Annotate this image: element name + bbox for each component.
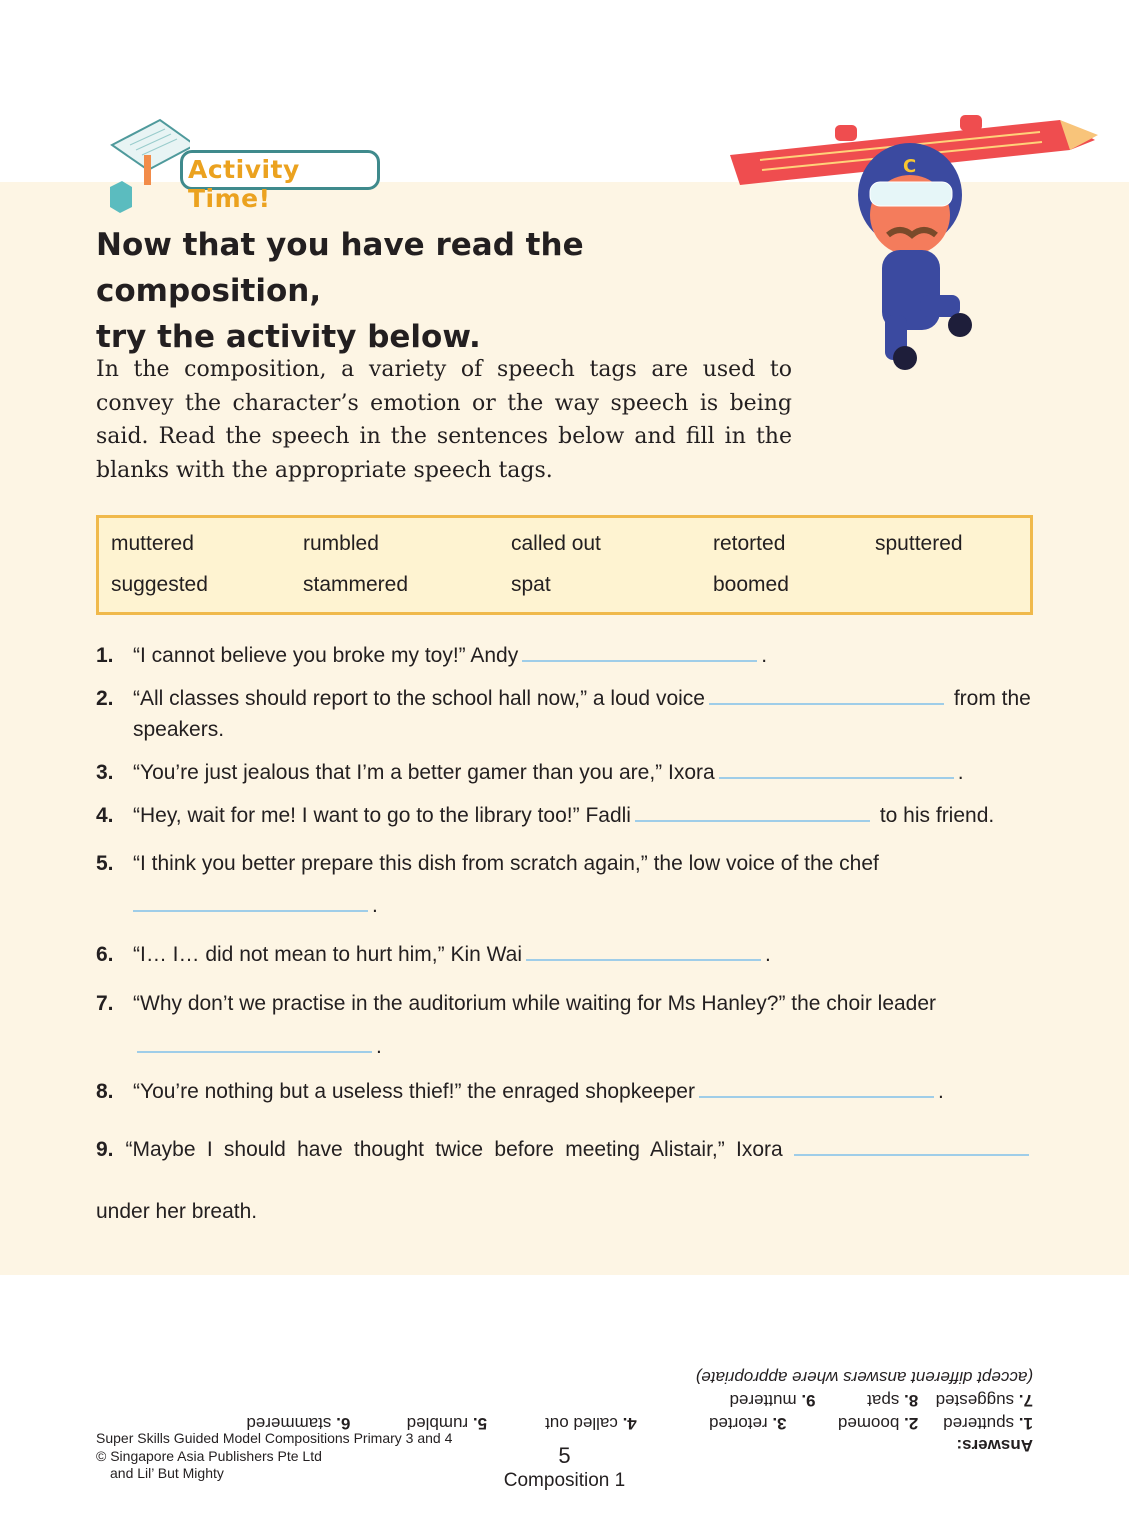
- word-bank-item: suggested: [111, 573, 208, 596]
- question-item: [96, 800, 1033, 831]
- question-text: “I… I… did not mean to hurt him,” Kin Wai: [133, 943, 523, 966]
- word-bank-item: boomed: [713, 573, 789, 596]
- answer-number: 8.: [904, 1391, 919, 1410]
- question-number: 9.: [96, 1138, 114, 1161]
- section-name: Composition 1: [503, 1470, 626, 1491]
- answer-number: 2.: [904, 1414, 919, 1433]
- heading-line-1: Now that you have read the composition,: [96, 227, 584, 309]
- question-suffix: .: [376, 1035, 382, 1058]
- heading-line-2: try the activity below.: [96, 319, 481, 355]
- answer-blank[interactable]: [709, 685, 944, 705]
- question-suffix: under her breath.: [96, 1200, 258, 1223]
- question-text: “You’re just jealous that I’m a better gamer than you are,” Ixora: [133, 761, 715, 784]
- question-text: “Hey, wait for me! I want to go to the library too!” Fadli: [133, 804, 631, 827]
- question-text: “All classes should report to the school hall now,” a loud voice: [133, 687, 705, 710]
- answer-blank[interactable]: [794, 1136, 1029, 1156]
- answer-blank[interactable]: [522, 642, 757, 662]
- answer-text: sputtered: [943, 1414, 1015, 1433]
- question-suffix: .: [372, 894, 378, 917]
- question-number: 4.: [96, 804, 114, 827]
- answer-blank[interactable]: [635, 802, 870, 822]
- copyright-line-2: and Lil’ But Mighty: [110, 1465, 224, 1481]
- answer-text: spat: [867, 1391, 900, 1410]
- answer-number: 1.: [1018, 1414, 1033, 1433]
- question-item: [96, 843, 1033, 927]
- answer-text: called out: [545, 1414, 618, 1433]
- question-item: [96, 1076, 1033, 1107]
- svg-text:C: C: [903, 156, 917, 177]
- answers-heading: Answers:: [956, 1436, 1033, 1455]
- question-suffix: .: [957, 761, 964, 784]
- answer-number: 7.: [1018, 1391, 1033, 1410]
- activity-heading: [96, 222, 816, 360]
- answer-number: 4.: [622, 1414, 637, 1433]
- answer-text: suggested: [935, 1391, 1015, 1410]
- question-item: [96, 982, 1033, 1068]
- word-bank-item: stammered: [303, 573, 409, 596]
- instructions-paragraph: In the composition, a variety of speech tags are used to convey the character’s emotion or the way speech is being said. Read the speech in the sentences below and fill in the blanks with the appropriate speech tags.: [96, 357, 792, 483]
- badge-label: Activity Time!: [188, 155, 300, 213]
- page-number: 5: [558, 1443, 571, 1468]
- word-bank-item: spat: [511, 573, 551, 596]
- question-list: [96, 640, 1033, 1243]
- answer-number: 5.: [472, 1414, 488, 1433]
- answer-blank[interactable]: [719, 759, 954, 779]
- question-suffix: to his friend.: [879, 804, 995, 827]
- answer-text: muttered: [729, 1391, 797, 1410]
- question-number: 6.: [96, 943, 114, 966]
- book-title: Super Skills Guided Model Compositions Primary 3 and 4: [96, 1430, 453, 1446]
- answer-text: stammered: [246, 1414, 332, 1433]
- answer-text: rumbled: [406, 1414, 469, 1433]
- question-suffix: .: [761, 644, 768, 667]
- question-suffix: from the speakers.: [133, 687, 1031, 741]
- copyright: © Singapore Asia Publishers Pte Ltd: [96, 1447, 322, 1464]
- answer-blank[interactable]: [526, 941, 761, 961]
- question-number: 2.: [96, 687, 114, 710]
- question-number: 5.: [96, 852, 114, 875]
- word-bank-item: retorted: [713, 532, 786, 555]
- activity-time-badge: [100, 115, 390, 215]
- question-text: “Why don’t we practise in the auditorium while waiting for Ms Hanley?” the choir leader: [133, 992, 937, 1015]
- word-bank-item: rumbled: [303, 532, 379, 555]
- question-text: “I think you better prepare this dish from scratch again,” the low voice of the chef: [133, 852, 879, 875]
- question-item: [96, 757, 1033, 788]
- answer-number: 3.: [772, 1414, 787, 1433]
- answer-blank[interactable]: [133, 892, 368, 912]
- answer-text: boomed: [837, 1414, 900, 1433]
- answers-note: (accept different answers where appropriate): [695, 1368, 1033, 1387]
- question-item: [96, 1119, 1033, 1243]
- question-number: 3.: [96, 761, 114, 784]
- word-bank-item: muttered: [111, 532, 194, 555]
- notebook-pencil-icon: [100, 115, 190, 215]
- question-text: “Maybe I should have thought twice before meeting Alistair,” Ixora: [125, 1138, 783, 1161]
- answer-number: 6.: [336, 1414, 351, 1433]
- question-item: [96, 683, 1033, 745]
- question-item: [96, 939, 1033, 970]
- answer-blank[interactable]: [137, 1033, 372, 1053]
- answer-number: 9.: [801, 1391, 816, 1410]
- word-bank-item: sputtered: [875, 532, 963, 555]
- answer-blank[interactable]: [699, 1078, 934, 1098]
- question-text: “You’re nothing but a useless thief!” the enraged shopkeeper: [133, 1080, 695, 1103]
- question-number: 8.: [96, 1080, 114, 1103]
- question-suffix: .: [765, 943, 771, 966]
- question-text: “I cannot believe you broke my toy!” Andy: [133, 644, 519, 667]
- question-item: [96, 640, 1033, 671]
- question-number: 7.: [96, 992, 114, 1015]
- word-bank-item: called out: [511, 532, 601, 555]
- question-suffix: .: [937, 1080, 944, 1103]
- answer-text: retorted: [709, 1414, 768, 1433]
- answers-row-2: [730, 1390, 1033, 1410]
- question-number: 1.: [96, 644, 114, 667]
- word-bank: [96, 515, 1033, 615]
